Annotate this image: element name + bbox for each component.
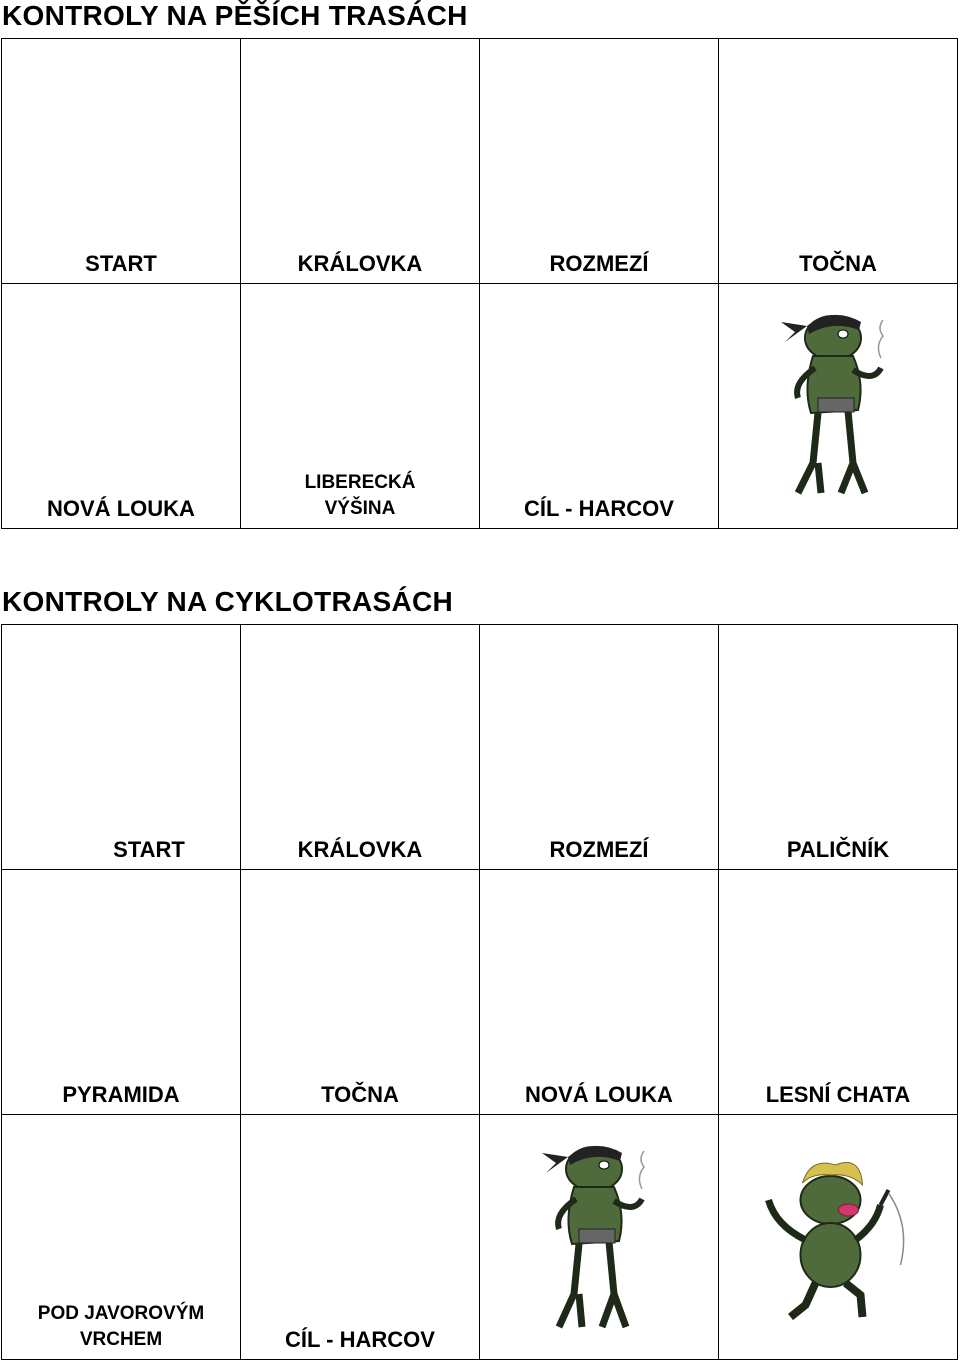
hiking-cell-start: START: [2, 39, 241, 284]
hiking-cell-rozmezi: ROZMEZÍ: [480, 39, 719, 284]
table-row: [2, 870, 958, 1115]
frog-bandana-image: [763, 298, 913, 503]
cycling-cell-nova-louka: NOVÁ LOUKA: [480, 870, 719, 1115]
hiking-cell-liberecka-vysina: LIBERECKÁ VÝŠINA: [241, 284, 480, 529]
cycling-cell-kralovka: KRÁLOVKA: [241, 625, 480, 870]
cycling-checkpoints-table: [1, 624, 958, 1360]
table-row: [2, 39, 958, 284]
cycling-cell-pod-javorovym-vrchem: POD JAVOROVÝM VRCHEM: [2, 1115, 241, 1360]
cycling-cell-cil-harcov: CÍL - HARCOV: [241, 1115, 480, 1360]
table-row: [2, 1115, 958, 1360]
cycling-cell-frog-bandana: [480, 1115, 719, 1360]
hiking-checkpoints-table: [1, 38, 958, 529]
frog-singer-image: [751, 1145, 926, 1320]
table-row: [2, 625, 958, 870]
cycling-cell-lesni-chata: LESNÍ CHATA: [719, 870, 958, 1115]
hiking-cell-frog-image: [719, 284, 958, 529]
hiking-cell-kralovka: KRÁLOVKA: [241, 39, 480, 284]
hiking-cell-cil-harcov: CÍL - HARCOV: [480, 284, 719, 529]
cycling-cell-palicnik: PALIČNÍK: [719, 625, 958, 870]
hiking-cell-nova-louka: NOVÁ LOUKA: [2, 284, 241, 529]
hiking-title: KONTROLY NA PĚŠÍCH TRASÁCH: [2, 0, 468, 31]
cycling-cell-tocna: TOČNA: [241, 870, 480, 1115]
table-row: [2, 284, 958, 529]
cycling-cell-start: START: [2, 625, 241, 870]
cycling-title: KONTROLY NA CYKLOTRASÁCH: [2, 586, 454, 617]
frog-bandana-image: [524, 1129, 674, 1339]
cycling-cell-rozmezi: ROZMEZÍ: [480, 625, 719, 870]
cycling-cell-pyramida: PYRAMIDA: [2, 870, 241, 1115]
hiking-cell-tocna: TOČNA: [719, 39, 958, 284]
cycling-cell-frog-singer: [719, 1115, 958, 1360]
